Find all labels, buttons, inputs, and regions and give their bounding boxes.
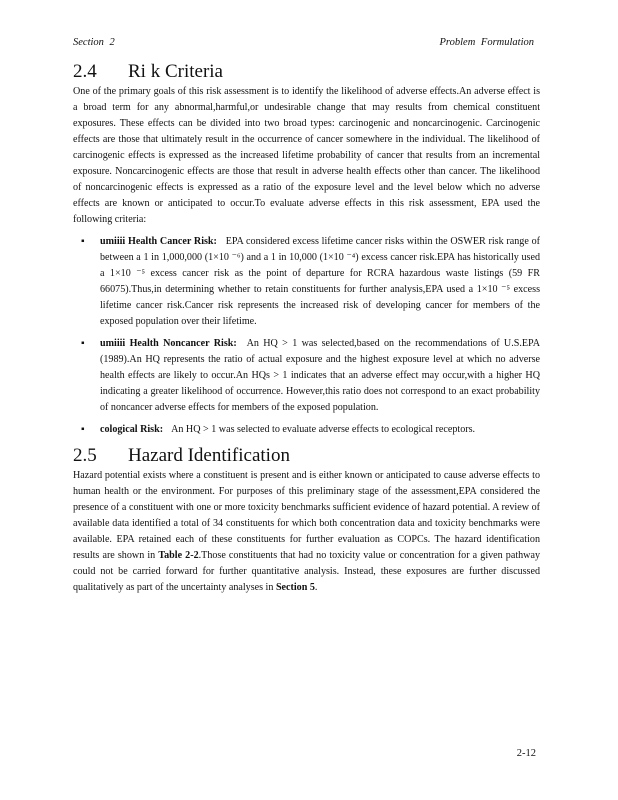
header-chapter-title: Problem Formulation (439, 37, 534, 48)
section-reference: Section 5 (275, 582, 315, 593)
criterion-text: An HQ > 1 was selected,based on the recommendations of U.S.EPA (1989).An HQ represents the ratio of actual exposure and the highest exposure level at which no adverse health effects are likely to occur.An HQs > 1 indicates that an adverse effect may occur,with a higher HQ indicating a greater likelihood of occurrence. However,this ratio does not correspond to an exact probability of noncancer adverse effects for members of the exposed population. (100, 338, 541, 413)
bullet-icon: ▪ (81, 424, 85, 435)
criterion-label: cological Risk: (100, 424, 164, 435)
section-2-5-heading (73, 444, 540, 468)
criterion-text: An HQ > 1 was selected to evaluate adverse effects to ecological receptors. (171, 424, 476, 435)
criterion-label: umiiii Health Cancer Risk: (100, 236, 217, 247)
hazard-text-end: . (314, 582, 318, 593)
bullet-icon: ▪ (81, 338, 85, 349)
main-content (73, 60, 540, 596)
section-2-4-number: 2.4 (73, 61, 97, 82)
bullet-icon: ▪ (81, 236, 85, 247)
running-header (73, 37, 534, 48)
section-2-4-title: Ri k Criteria (128, 61, 223, 82)
hazard-identification-paragraph (73, 468, 540, 596)
table-reference: Table 2-2 (158, 550, 199, 561)
criterion-human-cancer (81, 234, 540, 330)
criterion-human-noncancer (81, 336, 540, 416)
header-section-label: Section 2 (73, 37, 115, 48)
hazard-text-part-1: Hazard potential exists where a constituent is present and is either known or anticipated to cause adverse effects to human health or the environment. For purposes of this preliminary stage of the assessment,EPA considered the presence of a constituent with one or more toxicity benchmarks sufficient evidence of hazard potential. A review of available data identified a total of 34 constituents for which both concentration data and toxicity benchmarks were available. EPA retained each of these constituents for further evaluation as COPCs. The hazard identification results are shown in (73, 470, 540, 561)
section-2-4-heading (73, 60, 540, 84)
criterion-ecological (81, 422, 540, 438)
criteria-list (81, 234, 540, 438)
criterion-text: EPA considered excess lifetime cancer risks within the OSWER risk range of between a 1 in 1,000,000 (1×10 ⁻⁶) and a 1 in 10,000 (1×10 ⁻⁴) excess cancer risk.EPA has historically used a 1×10 ⁻⁵ excess cancer risk as the point of departure for RCRA hazardous waste listings (59 FR 66075).Thus,in determining whether to retain constituents for further analysis,EPA used a 1×10 ⁻⁵ excess lifetime cancer risk.Cancer risk represents the increased risk of developing cancer for members of the exposed population over their lifetime. (100, 236, 540, 327)
section-2-5-number: 2.5 (73, 445, 97, 466)
section-2-5-title: Hazard Identification (128, 445, 290, 466)
hazard-text-part-2: .Those constituents that had no toxicity value or concentration for a given pathway could not be carried forward for further quantitative analysis. Instead, these exposures are further discussed qualitatively as part of the uncertainty analyses in (73, 550, 540, 593)
criterion-label: umiiii Health Noncancer Risk: (100, 338, 237, 349)
page-number: 2-12 (516, 748, 536, 759)
risk-criteria-paragraph: One of the primary goals of this risk assessment is to identify the likelihood of adverse effects.An adverse effect is a broad term for any abnormal,harmful,or undesirable change that may results from chemical constituent exposures. These effects can be divided into two broad types: carcinogenic and noncarcinogenic. Carcinogenic effects are those that ultimately result in the occurrence of cancer somewhere in the individual. The likelihood of carcinogenic effects is expressed as the increased lifetime probability of cancer that results from an incremental exposure. Noncarcinogenic effects are those that result in adverse health effects other than cancer. The likelihood of noncarcinogenic effects is expressed as a ratio of the exposure level and the level below which no adverse effects are known or anticipated to occur.To evaluate adverse effects in this risk assessment, EPA used the following criteria: (73, 86, 540, 225)
